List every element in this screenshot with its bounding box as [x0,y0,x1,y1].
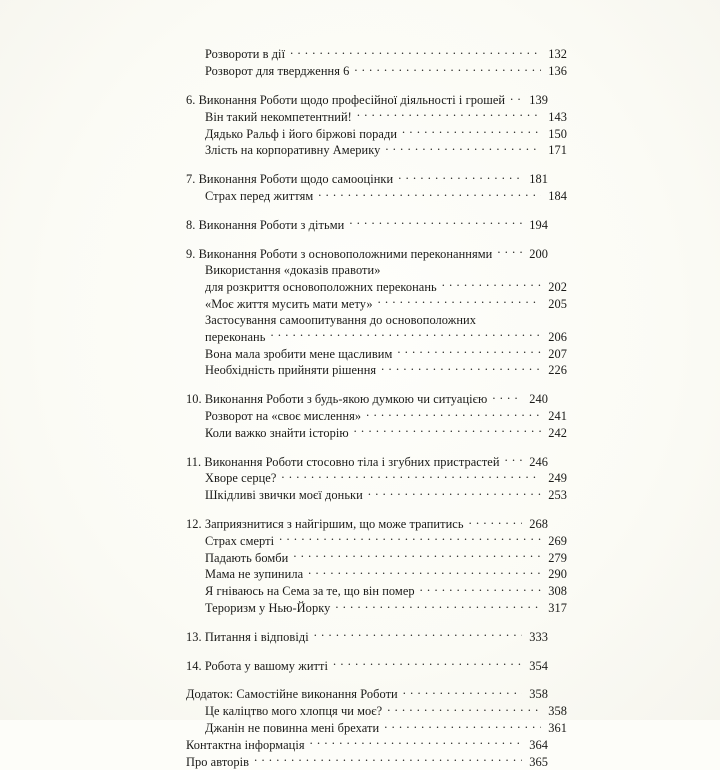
toc-entry-label: Розворот для твердження 6 [205,64,350,79]
toc-entry-page-number: 364 [529,737,548,752]
dot-leader [279,532,541,544]
toc-entry[interactable] [186,753,548,770]
toc-entry[interactable] [186,516,548,533]
toc-entry-label: 9. Виконання Роботи з основоположними переконаннями [186,246,493,261]
dot-leader [318,188,541,200]
toc-section [186,245,567,379]
toc-entry-label: Тероризм у Нью-Йорку [205,600,331,615]
dot-leader [368,487,541,499]
dot-leader [469,516,522,528]
toc-entry-page-number: 200 [529,246,548,261]
toc-entry-page-number: 241 [548,408,567,423]
toc-entry-label: Падають бомби [205,550,289,565]
toc-entry[interactable] [186,345,567,362]
toc-entry[interactable] [186,278,567,295]
toc-entry-page-number: 181 [529,172,548,187]
toc-entry-label: Джанін не повинна мені брехати [205,720,380,735]
dot-leader [378,295,541,307]
toc-entry-label: 7. Виконання Роботи щодо самооцінки [186,172,394,187]
toc-entry[interactable] [186,312,567,328]
dot-leader [349,216,522,228]
toc-entry[interactable] [186,108,567,125]
toc-entry-page-number: 184 [548,188,567,203]
toc-entry-page-number: 308 [548,584,567,599]
toc-entry-label: «Моє життя мусить мати мету» [205,296,373,311]
toc-entry-label: Застосування самоопитування до основоположних [205,312,477,327]
toc-entry-label: для розкриття основоположних переконань [205,279,437,294]
dot-leader [402,125,541,137]
toc-entry-label: Злість на корпоративну Америку [205,143,381,158]
toc-entry[interactable] [186,125,567,142]
toc-entry-label: Він такий некомпетентний! [205,109,352,124]
toc-entry-page-number: 194 [529,217,548,232]
toc-entry-label: 12. Заприязнитися з найгіршим, що може трапитись [186,516,464,531]
section-gap [186,204,548,216]
toc-entry-page-number: 171 [548,143,567,158]
toc-entry-label: Це каліцтво мого хлопця чи моє? [205,704,383,719]
toc-entry-label: Розвороти в дії [205,47,286,62]
toc-entry[interactable] [186,328,567,345]
dot-leader [403,686,522,698]
toc-entry[interactable] [186,46,567,63]
table-of-contents [186,46,567,770]
toc-entry-page-number: 358 [529,687,548,702]
toc-entry-page-number: 358 [548,704,567,719]
toc-entry[interactable] [186,262,567,278]
toc-entry-page-number: 150 [548,126,567,141]
toc-entry[interactable] [186,424,567,441]
section-gap [186,80,548,92]
dot-leader [293,549,541,561]
dot-leader [510,92,522,104]
toc-section [186,216,548,233]
dot-leader [385,142,541,154]
toc-entry-page-number: 354 [529,658,548,673]
toc-entry[interactable] [186,736,548,753]
toc-entry[interactable] [186,657,548,674]
toc-section [186,171,567,205]
toc-entry[interactable] [186,362,567,379]
toc-entry[interactable] [186,600,567,617]
dot-leader [384,720,541,732]
toc-entry-page-number: 143 [548,109,567,124]
toc-entry-page-number: 226 [548,363,567,378]
toc-entry-page-number: 269 [548,533,567,548]
toc-entry-label: Шкідливі звички моєї доньки [205,488,363,503]
toc-entry-label: Необхідність прийняти рішення [205,363,377,378]
toc-entry-label: Страх смерті [205,533,275,548]
toc-entry[interactable] [186,532,567,549]
toc-entry-label: 6. Виконання Роботи щодо професійної діяльності і грошей [186,92,506,107]
dot-leader [505,453,522,465]
dot-leader [354,424,541,436]
dot-leader [398,171,522,183]
toc-section [186,657,548,674]
toc-entry[interactable] [186,628,548,645]
toc-entry-label: Коли важко знайти історію [205,425,349,440]
section-gap [186,674,548,686]
section-gap [186,159,548,171]
toc-entry-label: Вона мала зробити мене щасливим [205,346,393,361]
dot-leader [397,345,541,357]
toc-entry[interactable] [186,583,567,600]
toc-entry-page-number: 361 [548,720,567,735]
toc-entry-page-number: 365 [529,754,548,769]
toc-entry[interactable] [186,470,567,487]
toc-entry-page-number: 202 [548,279,567,294]
toc-entry-page-number: 240 [529,392,548,407]
toc-section [186,628,548,645]
dot-leader [254,753,522,765]
toc-entry[interactable] [186,549,567,566]
section-gap [186,504,548,516]
toc-entry[interactable] [186,188,567,205]
dot-leader [335,600,541,612]
toc-entry-page-number: 268 [529,516,548,531]
toc-entry-label: переконань [205,329,266,344]
toc-entry-page-number: 253 [548,488,567,503]
toc-entry-page-number: 242 [548,425,567,440]
toc-entry-label: Дядько Ральф і його біржові поради [205,126,398,141]
toc-section [186,46,567,80]
toc-entry-label: Мама не зупинила [205,567,304,582]
toc-entry-page-number: 206 [548,329,567,344]
dot-leader [357,108,541,120]
toc-entry-label: 11. Виконання Роботи стосовно тіла і згубних пристрастей [186,454,500,469]
dot-leader [333,657,522,669]
toc-entry[interactable] [186,566,567,583]
toc-entry-page-number: 246 [529,454,548,469]
dot-leader [387,703,541,715]
dot-leader [270,328,541,340]
toc-entry[interactable] [186,245,548,262]
toc-entry-page-number: 279 [548,550,567,565]
toc-entry[interactable] [186,92,548,109]
toc-section [186,92,567,159]
section-gap [186,379,548,391]
toc-entry[interactable] [186,686,548,703]
dot-leader [497,245,522,257]
toc-entry[interactable] [186,63,567,80]
dot-leader [290,46,541,58]
dot-leader [281,470,541,482]
toc-entry-label: 13. Питання і відповіді [186,629,309,644]
toc-entry-page-number: 205 [548,296,567,311]
toc-entry[interactable] [186,391,548,408]
toc-entry-page-number: 249 [548,471,567,486]
toc-section [186,686,567,770]
toc-entry[interactable] [186,453,548,470]
toc-entry-label: 10. Виконання Роботи з будь-якою думкою чи ситуацією [186,392,488,407]
toc-entry[interactable] [186,720,567,737]
toc-entry[interactable] [186,216,548,233]
dot-leader [308,566,541,578]
toc-entry-label: Хворе серце? [205,471,277,486]
toc-section [186,453,567,503]
toc-entry-page-number: 139 [529,92,548,107]
section-gap [186,233,548,245]
toc-entry-label: Контактна інформація [186,737,305,752]
dot-leader [492,391,522,403]
dot-leader [366,408,541,420]
toc-entry[interactable] [186,295,567,312]
toc-entry-label: Страх перед життям [205,188,314,203]
toc-entry-page-number: 290 [548,567,567,582]
toc-entry-page-number: 207 [548,346,567,361]
toc-entry[interactable] [186,703,567,720]
toc-entry-page-number: 136 [548,64,567,79]
toc-entry-label: Використання «доказів правоти» [205,262,381,277]
dot-leader [354,63,541,75]
toc-entry-label: 14. Робота у вашому житті [186,658,328,673]
toc-entry-label: 8. Виконання Роботи з дітьми [186,217,345,232]
section-gap [186,645,548,657]
toc-entry-label: Додаток: Самостійне виконання Роботи [186,687,398,702]
toc-section [186,516,567,617]
toc-entry-page-number: 333 [529,629,548,644]
toc-entry[interactable] [186,487,567,504]
toc-entry-page-number: 132 [548,47,567,62]
dot-leader [314,628,522,640]
section-gap [186,616,548,628]
toc-entry-page-number: 317 [548,600,567,615]
toc-section [186,391,567,441]
toc-entry[interactable] [186,408,567,425]
toc-entry-label: Я гніваюсь на Сема за те, що він помер [205,584,415,599]
toc-entry-label: Розворот на «своє мислення» [205,408,362,423]
section-gap [186,441,548,453]
dot-leader [310,736,522,748]
toc-entry-label: Про авторів [186,754,250,769]
dot-leader [381,362,541,374]
toc-entry[interactable] [186,171,548,188]
dot-leader [420,583,541,595]
dot-leader [442,278,541,290]
toc-entry[interactable] [186,142,567,159]
